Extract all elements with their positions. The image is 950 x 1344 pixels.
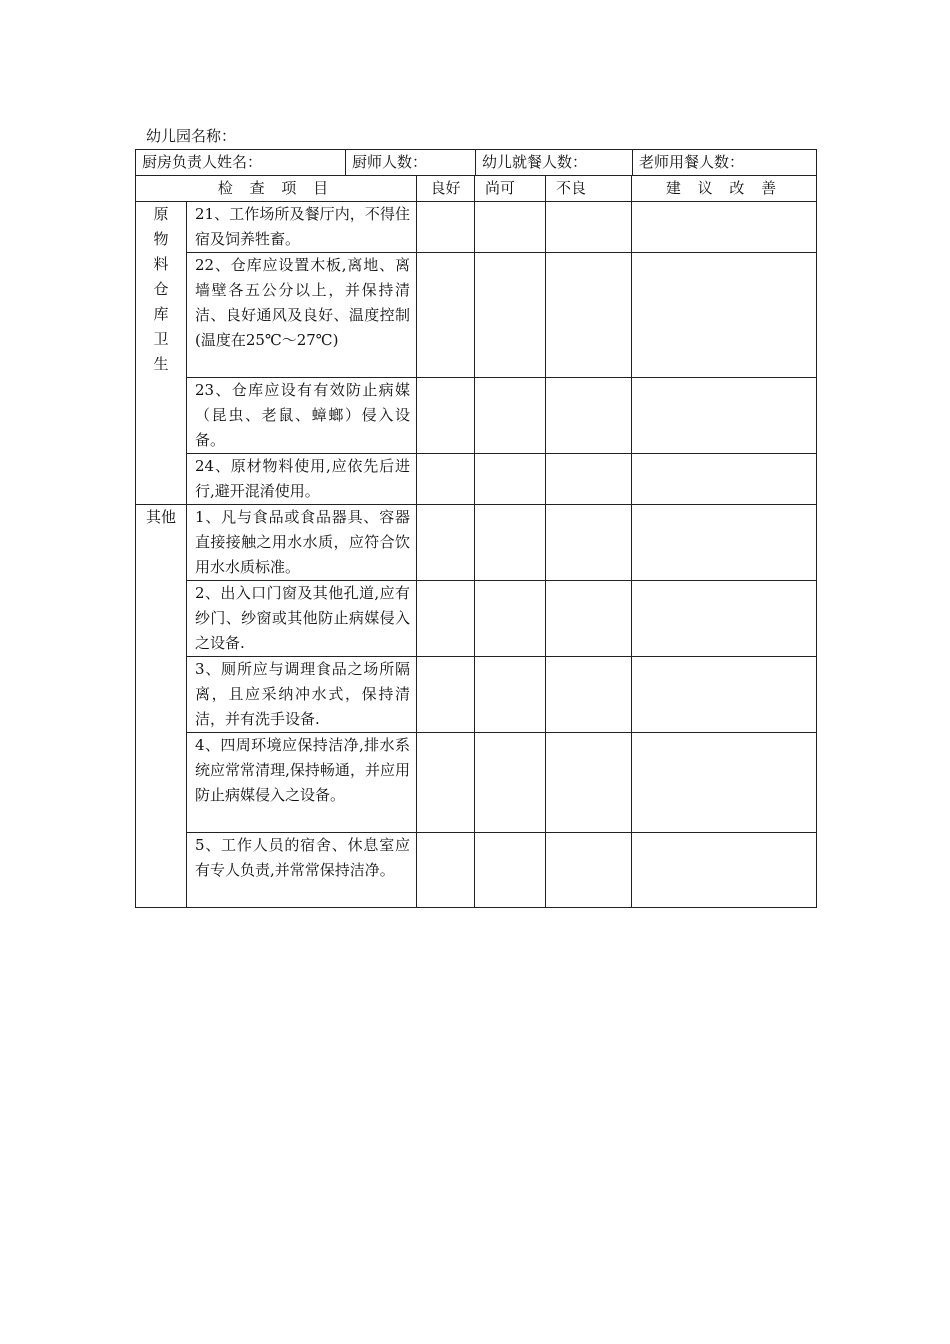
table-row (136, 253, 817, 378)
header-suggest: 建 议 改 善 (632, 176, 817, 202)
category-char: 生 (153, 355, 169, 373)
suggest-cell[interactable] (632, 657, 817, 733)
table-row (136, 505, 817, 581)
header-row (136, 176, 817, 202)
table-row (136, 202, 817, 253)
header-fair: 尚可 (475, 176, 546, 202)
fair-cell[interactable] (475, 202, 546, 253)
fair-cell[interactable] (475, 253, 546, 378)
poor-cell[interactable] (546, 454, 632, 505)
table-row (136, 657, 817, 733)
poor-cell[interactable] (546, 733, 632, 833)
fair-cell[interactable] (475, 833, 546, 908)
poor-cell[interactable] (546, 505, 632, 581)
kindergarten-name-label: 幼儿园名称： (146, 127, 237, 145)
item-text: 5、工作人员的宿舍、休息室应有专人负责,并常常保持洁净。 (187, 833, 417, 908)
good-cell[interactable] (417, 657, 475, 733)
kitchen-head-field[interactable]: 厨房负责人姓名： (136, 150, 346, 176)
item-text: 4、四周环境应保持洁净,排水系统应常常清理,保持畅通，并应用防止病媒侵入之设备。 (187, 733, 417, 833)
poor-cell[interactable] (546, 202, 632, 253)
suggest-cell[interactable] (632, 378, 817, 454)
suggest-cell[interactable] (632, 253, 817, 378)
category-char: 原 (153, 205, 169, 223)
category-char: 物 (153, 230, 169, 248)
good-cell[interactable] (417, 253, 475, 378)
item-text: 22、仓库应设置木板,离地、离墙壁各五公分以上，并保持清洁、良好通风及良好、温度控制(温度在25℃～27℃) (187, 253, 417, 378)
header-item: 检 查 项 目 (136, 176, 417, 202)
info-row (136, 150, 817, 176)
item-text: 2、出入口门窗及其他孔道,应有纱门、纱窗或其他防止病媒侵入之设备. (187, 581, 417, 657)
category-char: 卫 (153, 330, 169, 348)
category-char: 库 (153, 305, 169, 323)
good-cell[interactable] (417, 202, 475, 253)
suggest-cell[interactable] (632, 202, 817, 253)
table-row (136, 733, 817, 833)
poor-cell[interactable] (546, 657, 632, 733)
poor-cell[interactable] (546, 253, 632, 378)
poor-cell[interactable] (546, 581, 632, 657)
good-cell[interactable] (417, 733, 475, 833)
category-char: 料 (153, 255, 169, 273)
suggest-cell[interactable] (632, 833, 817, 908)
fair-cell[interactable] (475, 454, 546, 505)
item-text: 23、仓库应设有有效防止病媒（昆虫、老鼠、蟑螂）侵入设备。 (187, 378, 417, 454)
child-diners-field[interactable]: 幼儿就餐人数： (476, 150, 633, 176)
poor-cell[interactable] (546, 833, 632, 908)
category-char: 仓 (153, 280, 169, 298)
suggest-cell[interactable] (632, 581, 817, 657)
poor-cell[interactable] (546, 378, 632, 454)
inspection-table (135, 175, 817, 908)
good-cell[interactable] (417, 581, 475, 657)
good-cell[interactable] (417, 454, 475, 505)
header-good: 良好 (417, 176, 475, 202)
suggest-cell[interactable] (632, 733, 817, 833)
good-cell[interactable] (417, 378, 475, 454)
item-text: 3、厕所应与调理食品之场所隔离，且应采纳冲水式，保持清洁，并有洗手设备. (187, 657, 417, 733)
fair-cell[interactable] (475, 581, 546, 657)
item-text: 21、工作场所及餐厅内，不得住宿及饲养牲畜。 (187, 202, 417, 253)
fair-cell[interactable] (475, 505, 546, 581)
suggest-cell[interactable] (632, 454, 817, 505)
header-poor: 不良 (546, 176, 632, 202)
fair-cell[interactable] (475, 657, 546, 733)
chef-count-field[interactable]: 厨师人数： (346, 150, 476, 176)
table-row (136, 581, 817, 657)
fair-cell[interactable] (475, 378, 546, 454)
item-text: 1、凡与食品或食品器具、容器直接接触之用水水质，应符合饮用水水质标准。 (187, 505, 417, 581)
good-cell[interactable] (417, 505, 475, 581)
table-row (136, 833, 817, 908)
info-table (135, 149, 817, 176)
good-cell[interactable] (417, 833, 475, 908)
teacher-diners-field[interactable]: 老师用餐人数： (633, 150, 817, 176)
suggest-cell[interactable] (632, 505, 817, 581)
category-cell: 其他 (136, 505, 187, 908)
table-row (136, 378, 817, 454)
fair-cell[interactable] (475, 733, 546, 833)
table-row (136, 454, 817, 505)
item-text: 24、原材物料使用,应依先后进行,避开混淆使用。 (187, 454, 417, 505)
category-cell (136, 202, 187, 505)
